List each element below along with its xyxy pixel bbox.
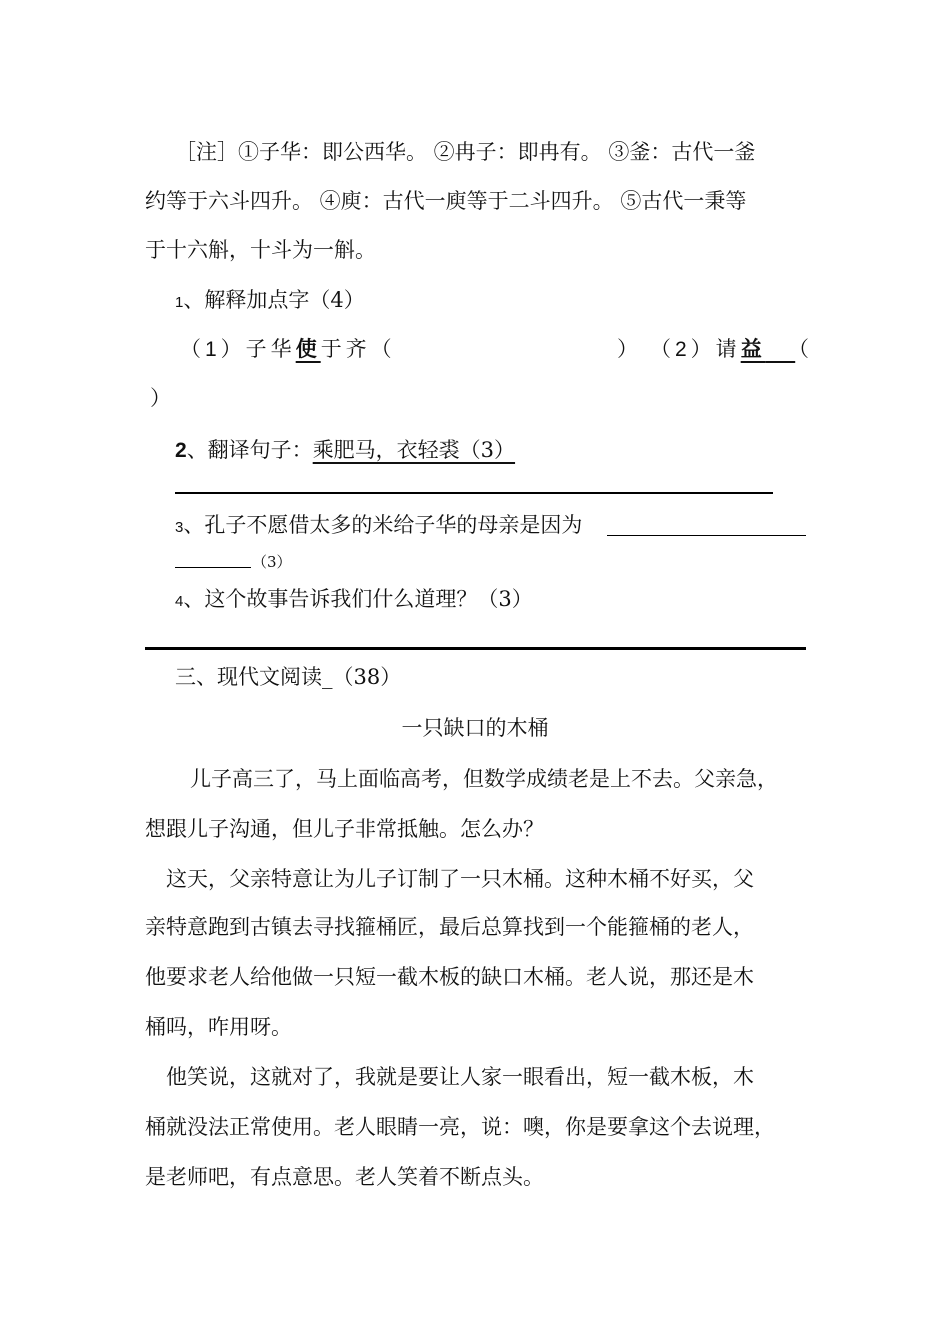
note-line-3: 于十六斛，十斗为一斛。: [145, 238, 376, 262]
question-4-text: 、这个故事告诉我们什么道理？（3）: [183, 587, 533, 611]
question-2-text: 、翻译句子：: [186, 438, 313, 462]
question-3-text: 、孔子不愿借太多的米给子华的母亲是因为: [183, 513, 583, 537]
question-2-sentence: 乘肥马，衣轻裘（3）: [312, 438, 516, 462]
story-paragraph-2-line-4: 桶吗，咋用呀。: [145, 1015, 292, 1039]
question-2-number: 2: [175, 439, 187, 462]
note-line-1: ［注］①子华：即公西华。 ②冉子：即冉有。 ③釜：古代一釜: [175, 140, 756, 164]
question-3-score: （3）: [252, 553, 292, 571]
section-3-heading: 三、现代文阅读_（38）: [175, 665, 402, 689]
q1-item1-suffix: 于齐（: [320, 338, 396, 361]
q1-item1-prefix: （1）子华: [180, 338, 296, 361]
question-4-answer-line[interactable]: [145, 647, 806, 650]
note-line-2: 约等于六斗四升。 ④庾：古代一庾等于二斗四升。 ⑤古代一秉等: [145, 189, 747, 213]
question-3-number: 3: [175, 519, 184, 536]
story-paragraph-3-line-2: 桶就没法正常使用。老人眼睛一亮，说：噢，你是要拿这个去说理，: [145, 1115, 775, 1139]
question-1-text: 、解释加点字（4）: [183, 288, 365, 312]
question-4-number: 4: [175, 593, 184, 610]
question-4-heading: [175, 585, 533, 616]
question-1-item-2-open: （: [788, 338, 809, 361]
story-paragraph-2-line-1: 这天，父亲特意让为儿子订制了一只木桶。这种木桶不好买，父: [166, 867, 754, 891]
story-paragraph-3-line-1: 他笑说，这就对了，我就是要让人家一眼看出，短一截木板，木: [166, 1065, 754, 1089]
question-1-number: 1: [175, 294, 184, 311]
question-3-heading: [175, 511, 582, 542]
question-1-heading: [175, 286, 365, 317]
story-paragraph-3-line-3: 是老师吧，有点意思。老人笑着不断点头。: [145, 1165, 544, 1189]
story-title: 一只缺口的木桶: [401, 716, 549, 740]
question-1-item-1-close: ）: [617, 338, 642, 361]
question-3-answer-blank-2[interactable]: [175, 567, 251, 568]
question-1-item-2-close: ）: [150, 387, 171, 410]
story-paragraph-2-line-2: 亲特意跑到古镇去寻找箍桶匠，最后总算找到一个能箍桶的老人，: [145, 915, 754, 939]
question-1-item-2: [650, 336, 795, 364]
q1-item2-prefix: （2）请: [650, 338, 741, 361]
story-paragraph-1-line-1: 儿子高三了，马上面临高考，但数学成绩老是上不去。父亲急，: [190, 767, 778, 791]
question-1-item-1: [180, 336, 396, 364]
question-3-answer-blank-1[interactable]: [607, 535, 806, 536]
question-2-heading: [175, 436, 515, 465]
q1-item1-keyword: 使: [295, 338, 321, 361]
story-paragraph-1-line-2: 想跟儿子沟通，但儿子非常抵触。怎么办？: [145, 817, 544, 841]
q1-item2-keyword: 益: [740, 338, 766, 361]
question-2-answer-line[interactable]: [175, 492, 773, 494]
story-paragraph-2-line-3: 他要求老人给他做一只短一截木板的缺口木桶。老人说，那还是木: [145, 965, 754, 989]
